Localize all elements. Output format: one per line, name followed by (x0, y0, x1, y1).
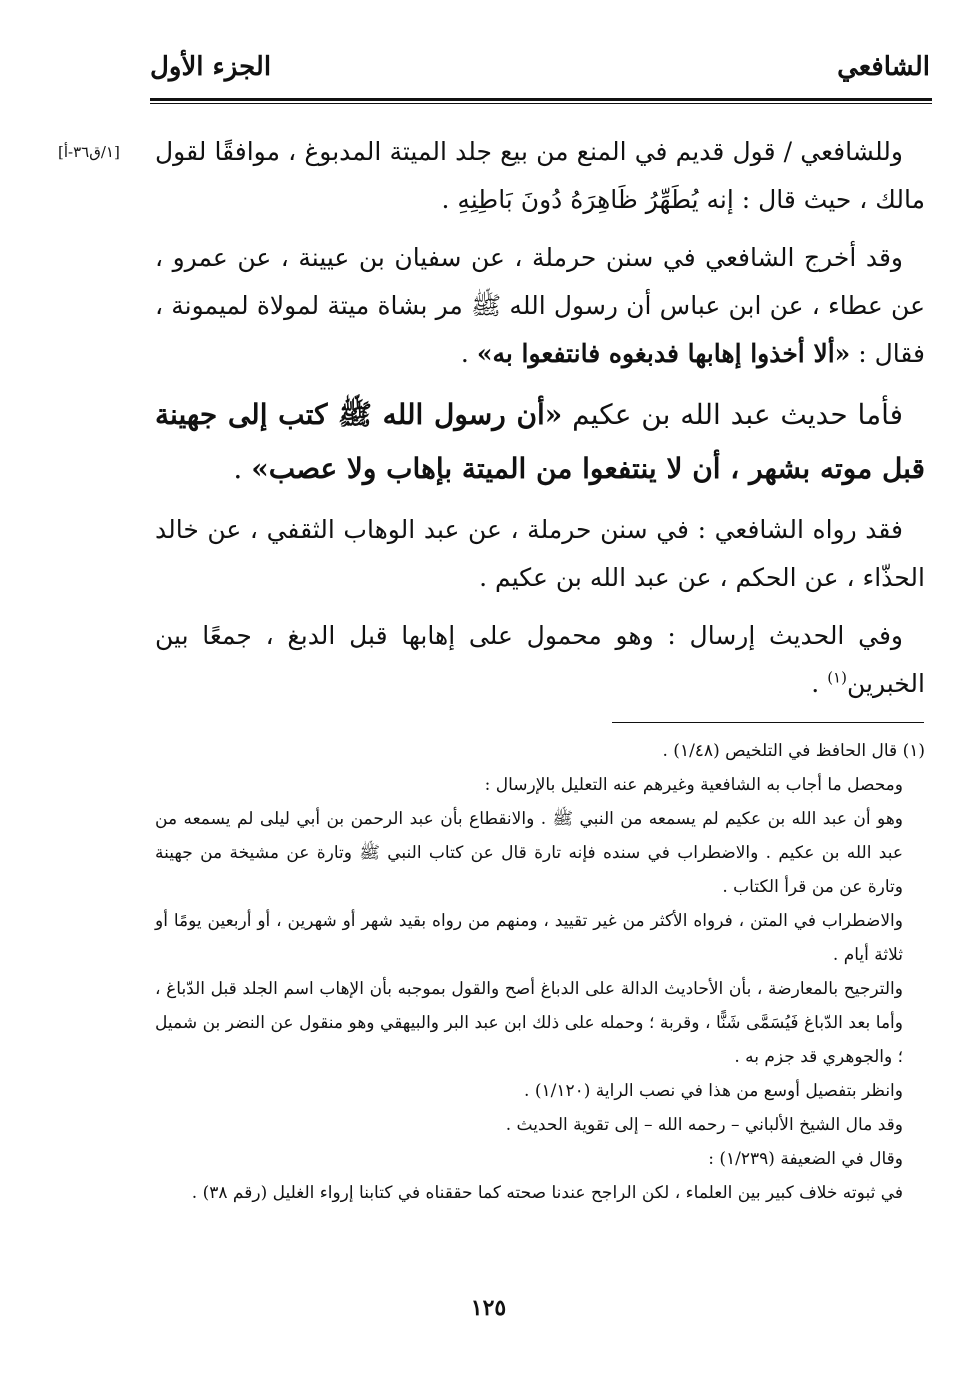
running-head (150, 52, 930, 92)
footnote-line: ومحصل ما أجاب به الشافعية وغيرهم عنه التعليل بالإرسال : (484, 775, 903, 795)
footnote-line: وقد مال الشيخ الألباني – رحمه الله – إلى تقوية الحديث . (505, 1115, 903, 1135)
volume-title: الجزء الأول (150, 52, 272, 82)
footnote-divider (612, 722, 924, 723)
footnote-line: والاضطراب في المتن ، فرواه الأكثر من غير تقييد ، ومنهم من رواه بقيد شهر أو شهرين ، أو أربعين يومًا أو ثلاثة أيام . (155, 911, 903, 965)
paragraph-2-text: وقد أخرج الشافعي في سنن حرملة ، عن سفيان بن عيينة ، عن عمرو ، عن عطاء ، عن ابن عباس أن رسول الله ﷺ مر بشاة ميتة لمولاة لميمونة ، فقال : (155, 243, 925, 368)
footnote-line: وانظر بتفصيل أوسع من هذا في نصب الراية (١/١٢٠) . (524, 1081, 903, 1101)
footnote-line: وقال في الضعيفة (١/٢٣٩) : (708, 1149, 903, 1169)
paragraph-5-end: . (811, 669, 828, 698)
paragraph-3-end: . (233, 452, 252, 485)
paragraph-5 (155, 612, 925, 708)
footnote-line: في ثبوته خلاف كبير بين العلماء ، لكن الراجح عندنا صحته كما حققناه في كتابنا إرواء الغليل (رقم ٣٨) . (191, 1183, 903, 1203)
hadith-quote-2: «أن رسول الله ﷺ كتب إلى جهينة قبل موته بشهر ، أن لا ينتفعوا من الميتة بإهاب ولا عصب» (155, 398, 925, 485)
paragraph-3 (155, 388, 925, 496)
paragraph-1: وللشافعي / قول قديم في المنع من بيع جلد الميتة المدبوغ ، موافقًا لقول مالك ، حيث قال : إنه يُطَهِّرُ ظَاهِرَهُ دُونَ بَاطِنِهِ . (155, 137, 925, 214)
footnote-line: وهو أن عبد الله بن عكيم لم يسمعه من النبي ﷺ . والانقطاع بأن عبد الرحمن بن أبي ليلى لم يسمعه من عبد الله بن عكيم . والاضطراب في سنده فإنه تارة قال عن كتاب النبي ﷺ وتارة عن مشيخة من جهينة وتارة عن من قرأ الكتاب . (155, 809, 903, 897)
header-divider (150, 98, 932, 104)
main-text (155, 128, 925, 718)
paragraph-2-end: . (460, 339, 477, 368)
paragraph-4: فقد رواه الشافعي : في سنن حرملة ، عن عبد الوهاب الثقفي ، عن خالد الحذّاء ، عن الحكم ، عن عبد الله بن عكيم . (155, 515, 925, 592)
page-number: ١٢٥ (470, 1295, 507, 1321)
paragraph-5-text: وفي الحديث إرسال : وهو محمول على إهابها قبل الدبغ ، جمعًا بين الخبرين (155, 621, 925, 698)
paragraph-3-text: فأما حديث عبد الله بن عكيم (562, 398, 903, 431)
footnotes (155, 734, 925, 1210)
manuscript-folio-reference: [١/ق٣٦-أ] (58, 143, 120, 161)
book-title: الشافعي (837, 52, 930, 82)
footnote-line: والترجيح بالمعارضة ، بأن الأحاديث الدالة على الدباغ أصح والقول بموجبه بأن الإهاب اسم الجلد قبل الدّباغ ، وأما بعد الدّباغ فَيُسَمَّى شَنًّا ، وقربة ؛ وحمله على ذلك ابن عبد البر والبيهقي وهو منقول عن النضر بن شميل ؛ والجوهري قد جزم به . (155, 979, 903, 1067)
footnote-line: (١) قال الحافظ في التلخيص (١/٤٨) . (662, 741, 925, 761)
footnote-marker[interactable]: (١) (827, 668, 847, 687)
hadith-quote-1: «ألا أخذوا إهابها فدبغوه فانتفعوا به» (476, 339, 851, 368)
paragraph-2 (155, 234, 925, 378)
